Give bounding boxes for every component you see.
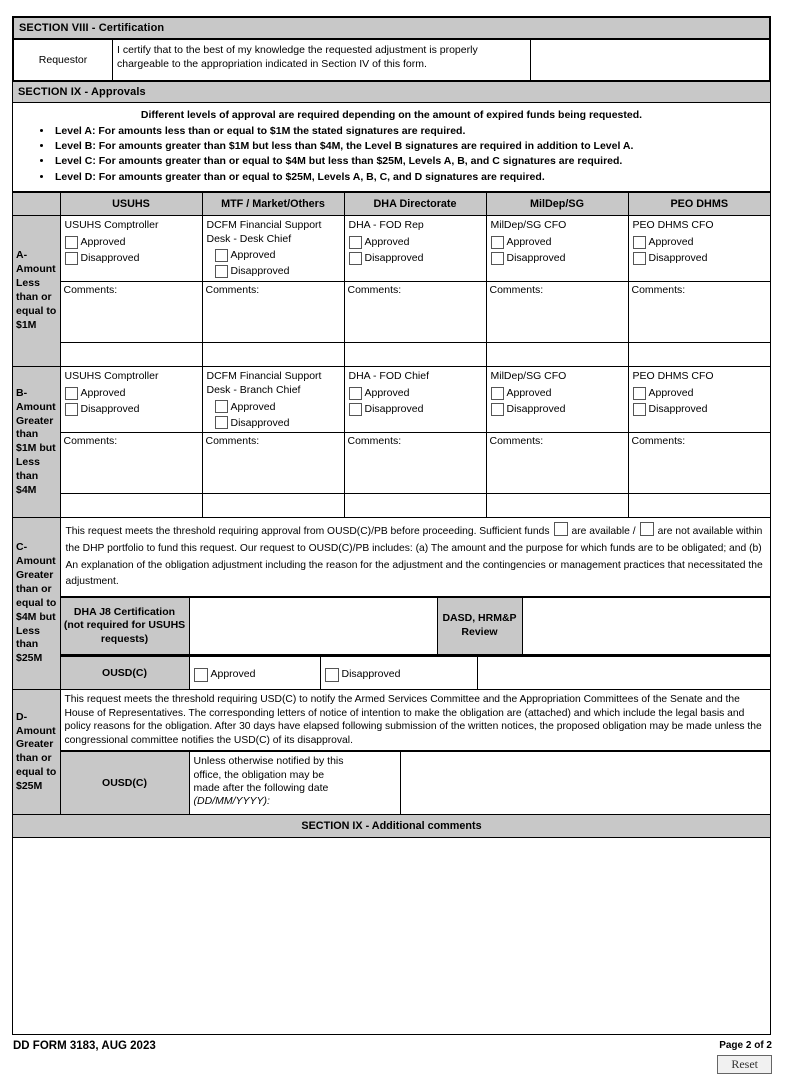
row-d-ousd-table [61,751,771,814]
checkbox-icon[interactable] [633,403,646,416]
additional-comments-field[interactable] [13,838,770,1035]
row-a-signatory-mildep: MilDep/SG CFO [490,218,567,231]
row-b-usuhs-approved[interactable] [65,387,198,400]
approved-label: Approved [648,387,694,400]
row-c-not-available-label: are not [657,526,690,538]
checkbox-icon[interactable] [349,236,362,249]
dha-j8-certification-field[interactable] [189,598,437,655]
disapproved-label: Disapproved [364,251,424,264]
comments-label: Comments: [205,284,260,297]
checkbox-icon[interactable] [491,387,504,400]
row-b-mtf-approved[interactable] [207,400,340,413]
row-b-comments-mtf[interactable] [202,433,344,494]
row-a-spacer-dha[interactable] [344,343,486,367]
checkbox-icon[interactable] [633,252,646,265]
approvals-header-row [13,192,770,215]
section-viii-header-row [14,18,770,39]
funds-not-available-checkbox[interactable] [640,522,654,536]
row-a-dha-approved[interactable] [349,236,482,249]
levels-list [19,124,764,185]
row-b-spacer-mildep[interactable] [486,494,628,518]
row-b-signature-row [13,367,770,433]
row-a-signatory-dha: DHA - FOD Rep [348,218,424,231]
row-b-cell-peo [628,367,770,433]
comments-label: Comments: [63,284,118,297]
section-ix-block [12,82,771,1035]
comments-label: Comments: [489,435,544,448]
level-item-b: • Level B: For amounts greater than $1M but less than $4M, the Level B signatures are required in addition to Level A. [53,139,764,154]
row-a-spacer-mildep[interactable] [486,343,628,367]
row-b-usuhs-disapproved[interactable] [65,403,198,416]
row-label-d: D- Amount Greater than or equal to $25M [13,690,60,815]
row-a-signature-row [13,215,770,281]
checkbox-icon[interactable] [349,387,362,400]
approved-label: Approved [80,387,126,400]
additional-comments-body-row [13,838,770,1035]
level-item-a: • Level A: For amounts less than or equal to $1M the stated signatures are required. [53,124,764,139]
row-b-peo-disapproved[interactable] [633,403,767,416]
approved-label: Approved [648,235,694,248]
row-label-c: C- Amount Greater than or equal to $4M but Less than $25M [13,518,60,690]
section-viii-header: SECTION VIII - Certification [14,18,770,39]
form-identifier: DD FORM 3183, AUG 2023 [13,1040,156,1053]
row-d-ousd-inner-row [61,752,771,815]
row-b-dha-approved[interactable] [349,387,482,400]
disapproved-label: Disapproved [364,403,424,416]
checkbox-icon[interactable] [633,387,646,400]
checkbox-icon[interactable] [194,668,208,682]
row-label-b: B- Amount Greater than $1M but Less than $4M [13,367,60,518]
approved-label: Approved [506,235,552,248]
approval-levels-description [13,103,770,192]
disapproved-label: Disapproved [648,403,708,416]
row-c-ousd-row [13,656,770,690]
approved-label: Approved [80,235,126,248]
checkbox-icon[interactable] [215,265,228,278]
certification-text: I certify that to the best of my knowledge the requested adjustment is properly chargeable to the appropriation indicated in Section IV of this form. [113,40,531,81]
row-d-signature-field[interactable] [400,752,770,815]
row-d-ousd-container [60,751,770,815]
approved-label: Approved [364,235,410,248]
row-a-comments-peo[interactable] [628,282,770,343]
row-c-threshold-text [60,518,770,597]
comments-label: Comments: [631,284,686,297]
disapproved-label: Disapproved [506,251,566,264]
row-b-cell-dha [344,367,486,433]
row-c-approved-cell[interactable] [189,657,320,690]
row-a-spacer-row [13,343,770,367]
row-b-dha-disapproved[interactable] [349,403,482,416]
dha-j8-certification-label: DHA J8 Certification (not required for USUHS requests) [61,598,190,655]
row-c-disapproved-cell[interactable] [320,657,477,690]
row-b-spacer-dha[interactable] [344,494,486,518]
checkbox-icon[interactable] [633,236,646,249]
row-c-ousd-label: OUSD(C) [61,657,190,690]
row-a-comments-mildep[interactable] [486,282,628,343]
row-c-disapproved-checkbox-line[interactable] [325,668,473,682]
row-b-signatory-dha: DHA - FOD Chief [348,370,430,383]
comments-label: Comments: [63,435,118,448]
comments-label: Comments: [205,435,260,448]
row-b-signatory-mildep: MilDep/SG CFO [490,370,567,383]
row-a-mildep-approved[interactable] [491,236,624,249]
approved-label: Approved [230,249,276,262]
comments-label: Comments: [347,435,402,448]
comments-label: Comments: [347,284,402,297]
checkbox-icon[interactable] [65,387,78,400]
row-b-mtf-disapproved[interactable] [207,416,340,429]
disapproved-label: Disapproved [80,251,140,264]
section-ix-header: SECTION IX - Approvals [13,82,770,103]
disapproved-label: Disapproved [230,265,290,278]
row-c-text-part2: available within the DHP portfolio to fund this request. Our request to OUSD(C)/PB includes: (a) The amount and the purpose for which funds are to be obligated; and (b) An explanation of the obligation adjustment including the reason for the adjustment and the contingencies or management practices that necessitated the adjustment. [65,526,763,588]
row-a-spacer-peo[interactable] [628,343,770,367]
row-a-mildep-disapproved[interactable] [491,252,624,265]
row-b-cell-mtf [202,367,344,433]
row-a-cell-dha [344,215,486,281]
requestor-signature-field[interactable] [531,40,770,81]
row-c-ousd-table [61,656,771,689]
row-d-ousd-row [13,751,770,815]
column-header-peo-dhms: PEO DHMS [628,192,770,215]
additional-comments-header: SECTION IX - Additional comments [13,815,770,838]
column-header-usuhs: USUHS [60,192,202,215]
row-d-text-row [13,690,770,751]
row-a-mtf-approved[interactable] [207,249,340,262]
disapproved-label: Disapproved [506,403,566,416]
row-d-note-line-1: Unless otherwise notified by this [193,755,344,768]
row-a-cell-peo [628,215,770,281]
checkbox-icon[interactable] [65,403,78,416]
checkbox-icon[interactable] [491,252,504,265]
row-a-mtf-disapproved[interactable] [207,265,340,278]
additional-comments-header-row [13,815,770,838]
row-a-signatory-mtf: DCFM Financial Support Desk - Desk Chief [206,218,322,245]
row-b-cell-mildep [486,367,628,433]
row-c-text-part1: This request meets the threshold requiring approval from OUSD(C)/PB before proceeding. Sufficient funds [65,526,550,538]
row-b-spacer-usuhs[interactable] [60,494,202,518]
section-ix-header-table [13,82,770,103]
levels-lead-text: Different levels of approval are required depending on the amount of expired funds being requested. [140,109,643,121]
row-a-cell-mildep [486,215,628,281]
checkbox-icon[interactable] [325,668,339,682]
dasd-hrmp-review-field[interactable] [522,598,770,655]
requestor-label: Requestor [14,40,113,81]
row-c-ousd-signature-field[interactable] [477,657,770,690]
row-b-comments-peo[interactable] [628,433,770,494]
section-viii-table [13,17,770,39]
row-b-comments-mildep[interactable] [486,433,628,494]
row-b-spacer-peo[interactable] [628,494,770,518]
row-c-j8-table [61,597,771,655]
row-b-comments-row [13,433,770,494]
row-d-date-note [189,752,400,815]
row-a-comments-dha[interactable] [344,282,486,343]
row-a-comments-usuhs[interactable] [60,282,202,343]
checkbox-icon[interactable] [65,236,78,249]
column-header-dha-directorate: DHA Directorate [344,192,486,215]
row-b-comments-usuhs[interactable] [60,433,202,494]
row-c-available-label: are available / [571,526,636,538]
disapproved-label: Disapproved [230,416,290,429]
row-d-ousd-label: OUSD(C) [61,752,190,815]
checkbox-icon[interactable] [215,249,228,262]
approved-label: Approved [364,387,410,400]
j8-dasd-row [61,598,771,655]
requestor-row [14,40,770,81]
funds-available-checkbox[interactable] [554,522,568,536]
section-ix-header-row [13,82,770,103]
row-a-signatory-usuhs: USUHS Comptroller [64,218,159,231]
row-c-approved-label: Approved [210,668,256,681]
row-b-comments-dha[interactable] [344,433,486,494]
disapproved-label: Disapproved [80,403,140,416]
comments-label: Comments: [489,284,544,297]
row-b-mildep-disapproved[interactable] [491,403,624,416]
comments-label: Comments: [631,435,686,448]
row-b-peo-approved[interactable] [633,387,767,400]
row-a-spacer-mtf[interactable] [202,343,344,367]
approvals-corner-cell [13,192,60,215]
column-header-mildep-sg: MilDep/SG [486,192,628,215]
row-a-cell-usuhs [60,215,202,281]
row-a-comments-row [13,282,770,343]
row-c-text-row [13,518,770,597]
level-item-d: • Level D: For amounts greater than or equal to $25M, Levels A, B, C, and D signatures are required. [53,170,764,185]
checkbox-icon[interactable] [491,403,504,416]
row-d-threshold-text: This request meets the threshold requiring USD(C) to notify the Armed Services Committee and the Appropriation Committees of the Senate and the House of Representatives. The corresponding letters of notice of intention to make the obligation are (attached) and which include the legal basis and policy reasons for the obligation. After 30 days have elapsed following submission of the written notices, the proposed obligation may be made unless the congressional committee notifies the USD(C) of its disapproval. [60,690,770,751]
checkbox-icon[interactable] [349,252,362,265]
row-c-j8-container [60,597,770,656]
row-label-a: A- Amount Less than or equal to $1M [13,215,60,366]
row-c-j8-row [13,597,770,656]
section-viii-block [12,16,771,82]
row-d-date-format: (DD/MM/YYYY): [193,795,270,808]
row-a-usuhs-disapproved[interactable] [65,252,198,265]
approved-label: Approved [506,387,552,400]
ousd-c-row [61,657,771,690]
reset-button[interactable]: Reset [717,1055,772,1074]
row-b-spacer-row [13,494,770,518]
requestor-table [13,39,770,81]
approvals-grid [13,192,770,1035]
row-a-peo-approved[interactable] [633,236,767,249]
row-a-dha-disapproved[interactable] [349,252,482,265]
row-d-note-line-2: office, the obligation may be [193,768,325,781]
row-b-signatory-peo: PEO DHMS CFO [632,370,714,383]
level-item-c: • Level C: For amounts greater than or equal to $4M but less than $25M, Levels A, B, and C signatures are required. [53,154,764,169]
dasd-hrmp-review-label: DASD, HRM&P Review [437,598,522,655]
checkbox-icon[interactable] [491,236,504,249]
row-a-spacer-usuhs[interactable] [60,343,202,367]
page-footer [12,1040,773,1074]
row-a-usuhs-approved[interactable] [65,236,198,249]
row-a-comments-mtf[interactable] [202,282,344,343]
row-c-ousd-container [60,656,770,690]
row-c-disapproved-label: Disapproved [341,668,401,681]
column-header-mtf: MTF / Market/Others [202,192,344,215]
approved-label: Approved [230,400,276,413]
row-b-signatory-mtf: DCFM Financial Support Desk - Branch Chief [206,370,322,396]
row-b-spacer-mtf[interactable] [202,494,344,518]
checkbox-icon[interactable] [215,400,228,413]
checkbox-icon[interactable] [349,403,362,416]
disapproved-label: Disapproved [648,251,708,264]
page-info [717,1040,772,1074]
row-a-cell-mtf [202,215,344,281]
checkbox-icon[interactable] [65,252,78,265]
row-a-signatory-peo: PEO DHMS CFO [632,218,714,231]
row-a-peo-disapproved[interactable] [633,252,767,265]
row-c-approved-checkbox-line[interactable] [194,668,316,682]
row-b-mildep-approved[interactable] [491,387,624,400]
row-d-note-line-3: made after the following date [193,781,329,794]
checkbox-icon[interactable] [215,416,228,429]
page-number: Page 2 of 2 [719,1040,772,1052]
row-b-cell-usuhs [60,367,202,433]
row-b-signatory-usuhs: USUHS Comptroller [64,370,159,383]
